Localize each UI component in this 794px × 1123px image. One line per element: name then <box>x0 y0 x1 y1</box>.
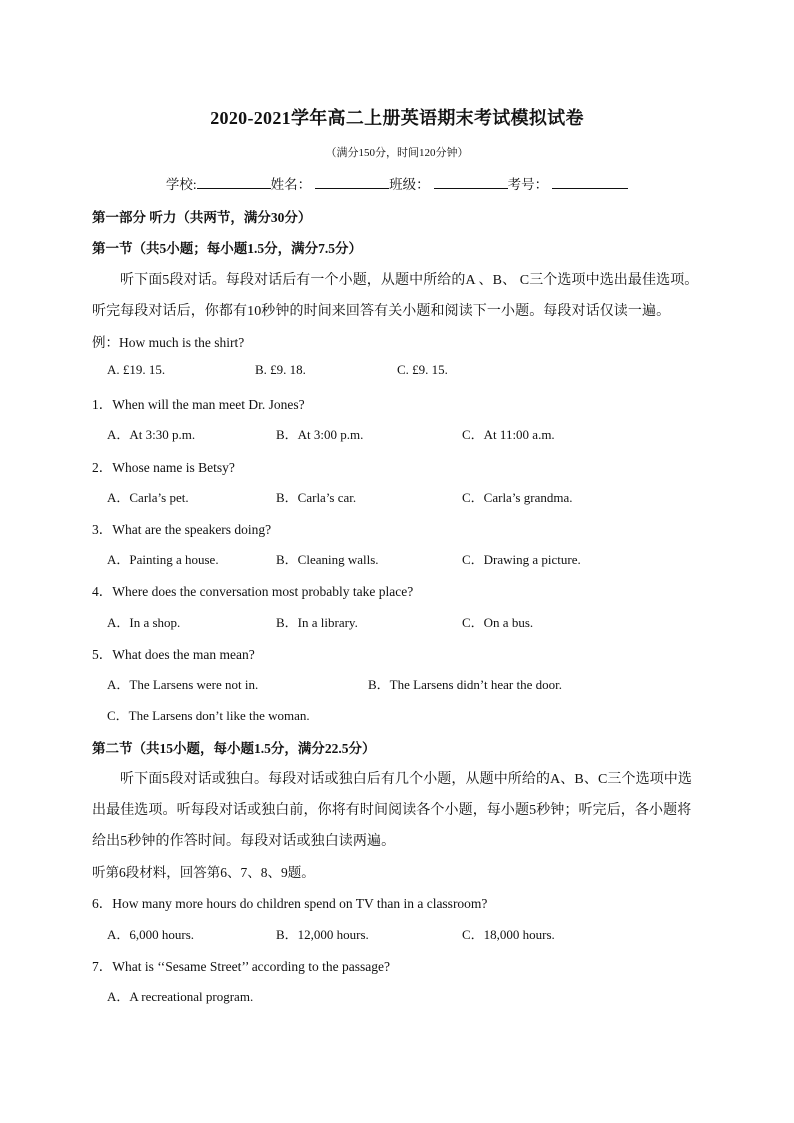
question-3-stem: 3．What are the speakers doing? <box>92 522 272 537</box>
question-1-option-a[interactable]: A．At 3:30 p.m. <box>107 427 196 442</box>
question-2-option-c[interactable]: C．Carla’s grandma. <box>462 490 573 505</box>
example-prompt: 例：How much is the shirt? <box>92 335 245 350</box>
material-6-note: 听第6段材料，回答第6、7、8、9题。 <box>92 865 315 880</box>
question-3-option-a[interactable]: A．Painting a house. <box>107 552 219 567</box>
school-blank[interactable] <box>197 174 271 189</box>
part1-heading: 第一部分 听力（共两节，满分30分） <box>92 210 312 225</box>
question-4-option-c[interactable]: C．On a bus. <box>462 615 534 630</box>
question-6-option-b[interactable]: B．12,000 hours. <box>276 927 369 942</box>
student-info-line <box>0 173 794 193</box>
question-2-option-a[interactable]: A．Carla’s pet. <box>107 490 189 505</box>
example-option-a: A. £19. 15. <box>107 362 166 377</box>
question-4-option-b[interactable]: B．In a library. <box>276 615 358 630</box>
question-5-option-b[interactable]: B．The Larsens didn’t hear the door. <box>368 677 562 692</box>
school-label: 学校: <box>165 177 197 192</box>
question-6-option-c[interactable]: C．18,000 hours. <box>462 927 555 942</box>
question-4-stem: 4．Where does the conversation most probably take place? <box>92 584 414 599</box>
section2-instructions-line1: 听下面5段对话或独白。每段对话或独白后有几个小题，从题中所给的A、B、C三个选项中选 <box>120 772 692 787</box>
question-7-option-a[interactable]: A．A recreational program. <box>107 989 254 1004</box>
section2-heading: 第二节（共15小题，每小题1.5分，满分22.5分） <box>92 741 376 756</box>
example-option-c: C. £9. 15. <box>397 362 448 377</box>
question-5-option-c[interactable]: C．The Larsens don’t like the woman. <box>107 708 310 723</box>
question-2-stem: 2．Whose name is Betsy? <box>92 460 235 475</box>
question-4-option-a[interactable]: A．In a shop. <box>107 615 181 630</box>
example-option-b: B. £9. 18. <box>255 362 306 377</box>
question-3-option-c[interactable]: C．Drawing a picture. <box>462 552 581 567</box>
section1-heading: 第一节（共5小题；每小题1.5分，满分7.5分） <box>92 241 362 256</box>
question-6-stem: 6．How many more hours do children spend on TV than in a classroom? <box>92 896 488 911</box>
question-2-option-b[interactable]: B．Carla’s car. <box>276 490 357 505</box>
exam-subtitle: （满分150分，时间120分钟） <box>325 147 469 159</box>
section2-instructions-line2: 出最佳选项。听每段对话或独白前，你将有时间阅读各个小题，每小题5秒钟；听完后，各小题将 <box>92 803 692 818</box>
class-blank[interactable] <box>434 174 508 189</box>
exam-title: 2020-2021学年高二上册英语期末考试模拟试卷 <box>210 108 584 128</box>
question-1-stem: 1．When will the man meet Dr. Jones? <box>92 397 305 412</box>
class-label: 班级： <box>389 177 430 192</box>
section1-instructions-line2: 听完每段对话后，你都有10秒钟的时间来回答有关小题和阅读下一小题。每段对话仅读一遍。 <box>92 304 671 319</box>
name-label: 姓名： <box>270 177 312 192</box>
section2-instructions-line3: 给出5秒钟的作答时间。每段对话或独白读两遍。 <box>92 834 396 849</box>
question-6-option-a[interactable]: A．6,000 hours. <box>107 927 195 942</box>
section1-instructions-line1: 听下面5段对话。每段对话后有一个小题，从题中所给的A 、B、 C三个选项中选出最佳选项。 <box>120 273 699 288</box>
question-5-option-a[interactable]: A．The Larsens were not in. <box>107 677 259 692</box>
exam-number-blank[interactable] <box>552 174 628 189</box>
exam-number-label: 考号： <box>507 177 549 192</box>
question-7-stem: 7．What is ‘‘Sesame Street’’ according to the passage? <box>92 959 391 974</box>
question-5-stem: 5．What does the man mean? <box>92 647 255 662</box>
question-1-option-c[interactable]: C．At 11:00 a.m. <box>462 427 555 442</box>
name-blank[interactable] <box>315 174 389 189</box>
question-3-option-b[interactable]: B．Cleaning walls. <box>276 552 379 567</box>
question-1-option-b[interactable]: B．At 3:00 p.m. <box>276 427 364 442</box>
